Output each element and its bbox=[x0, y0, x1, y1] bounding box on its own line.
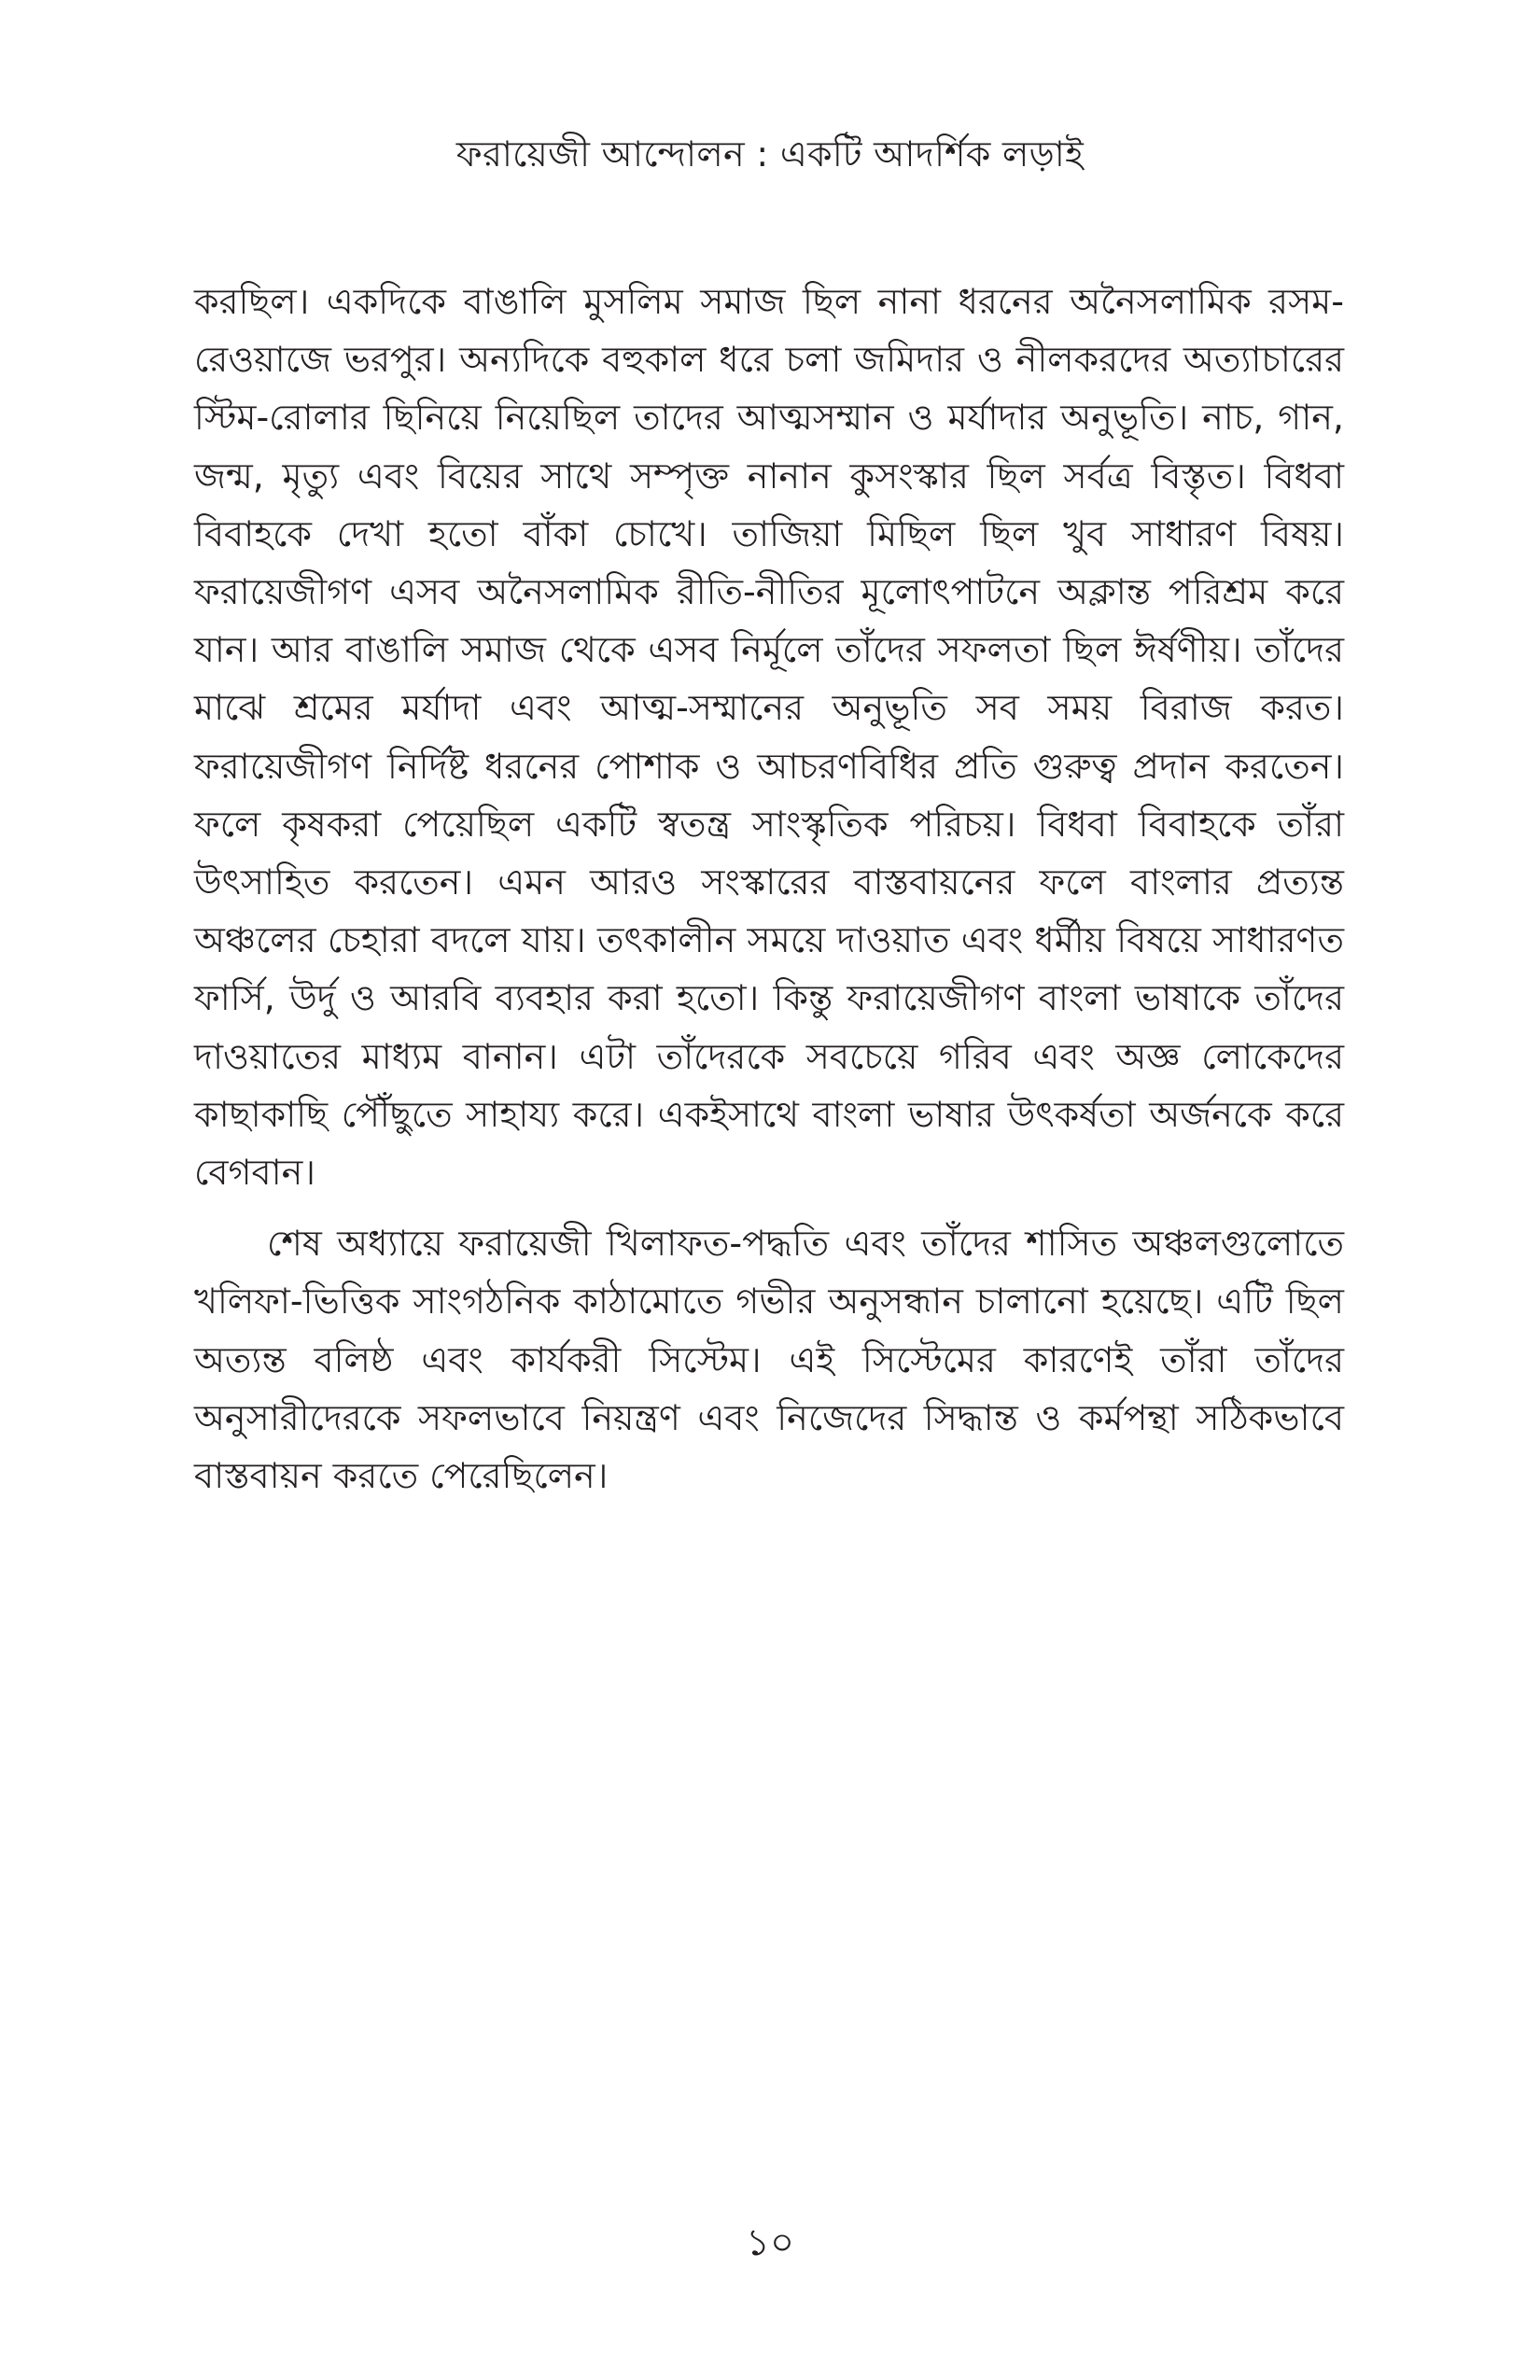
page-number: ১০ bbox=[746, 2221, 794, 2264]
paragraph-2: শেষ অধ্যায়ে ফরায়েজী খিলাফত-পদ্ধতি এবং তাঁদের শাসিত অঞ্চলগুলোতে খলিফা-ভিত্তিক সাংগঠনিক কাঠামোতে গভীর অনুসন্ধান চালানো হয়েছে। এটি ছিল অত্যন্ত বলিষ্ঠ এবং কার্যকরী সিস্টেম। এই সিস্টেমের কারণেই তাঁরা তাঁদের অনুসারীদেরকে সফলভাবে নিয়ন্ত্রণ এবং নিজেদের সিদ্ধান্ত ও কর্মপন্থা সঠিকভাবে বাস্তবায়ন করতে পেরেছিলেন। bbox=[194, 1223, 1344, 1497]
body-text bbox=[194, 273, 1344, 1505]
paragraph-1: করছিল। একদিকে বাঙালি মুসলিম সমাজ ছিল নানা ধরনের অনৈসলামিক রসম-রেওয়াজে ভরপুর। অন্যদিকে বহুকাল ধরে চলা জমিদার ও নীলকরদের অত্যাচারের স্টিম-রোলার ছিনিয়ে নিয়েছিল তাদের আত্মসম্মান ও মর্যাদার অনুভূতি। নাচ, গান, জন্ম, মৃত্যু এবং বিয়ের সাথে সম্পৃক্ত নানান কুসংস্কার ছিল সর্বত্র বিস্তৃত। বিধবা বিবাহকে দেখা হতো বাঁকা চোখে। তাজিয়া মিছিল ছিল খুব সাধারণ বিষয়। ফরায়েজীগণ এসব অনৈসলামিক রীতি-নীতির মূলোৎপাটনে অক্লান্ত পরিশ্রম করে যান। আর বাঙালি সমাজ থেকে এসব নির্মূলে তাঁদের সফলতা ছিল ঈর্ষণীয়। তাঁদের মাঝে শ্রমের মর্যাদা এবং আত্ম-সম্মানের অনুভূতি সব সময় বিরাজ করত। ফরায়েজীগণ নির্দিষ্ট ধরনের পোশাক ও আচরণবিধির প্রতি গুরুত্ব প্রদান করতেন। ফলে কৃষকরা পেয়েছিল একটি স্বতন্ত্র সাংস্কৃতিক পরিচয়। বিধবা বিবাহকে তাঁরা উৎসাহিত করতেন। এমন আরও সংস্কারের বাস্তবায়নের ফলে বাংলার প্রত্যন্ত অঞ্চলের চেহারা বদলে যায়। তৎকালীন সময়ে দাওয়াত এবং ধর্মীয় বিষয়ে সাধারণত ফার্সি, উর্দু ও আরবি ব্যবহার করা হতো। কিন্তু ফরায়েজীগণ বাংলা ভাষাকে তাঁদের দাওয়াতের মাধ্যম বানান। এটা তাঁদেরকে সবচেয়ে গরিব এবং অজ্ঞ লোকেদের কাছাকাছি পৌঁছুতে সাহায্য করে। একইসাথে বাংলা ভাষার উৎকর্ষতা অর্জনকে করে বেগবান। bbox=[194, 281, 1344, 1194]
running-header-title: ফরায়েজী আন্দোলন : একটি আদর্শিক লড়াই bbox=[455, 133, 1085, 175]
